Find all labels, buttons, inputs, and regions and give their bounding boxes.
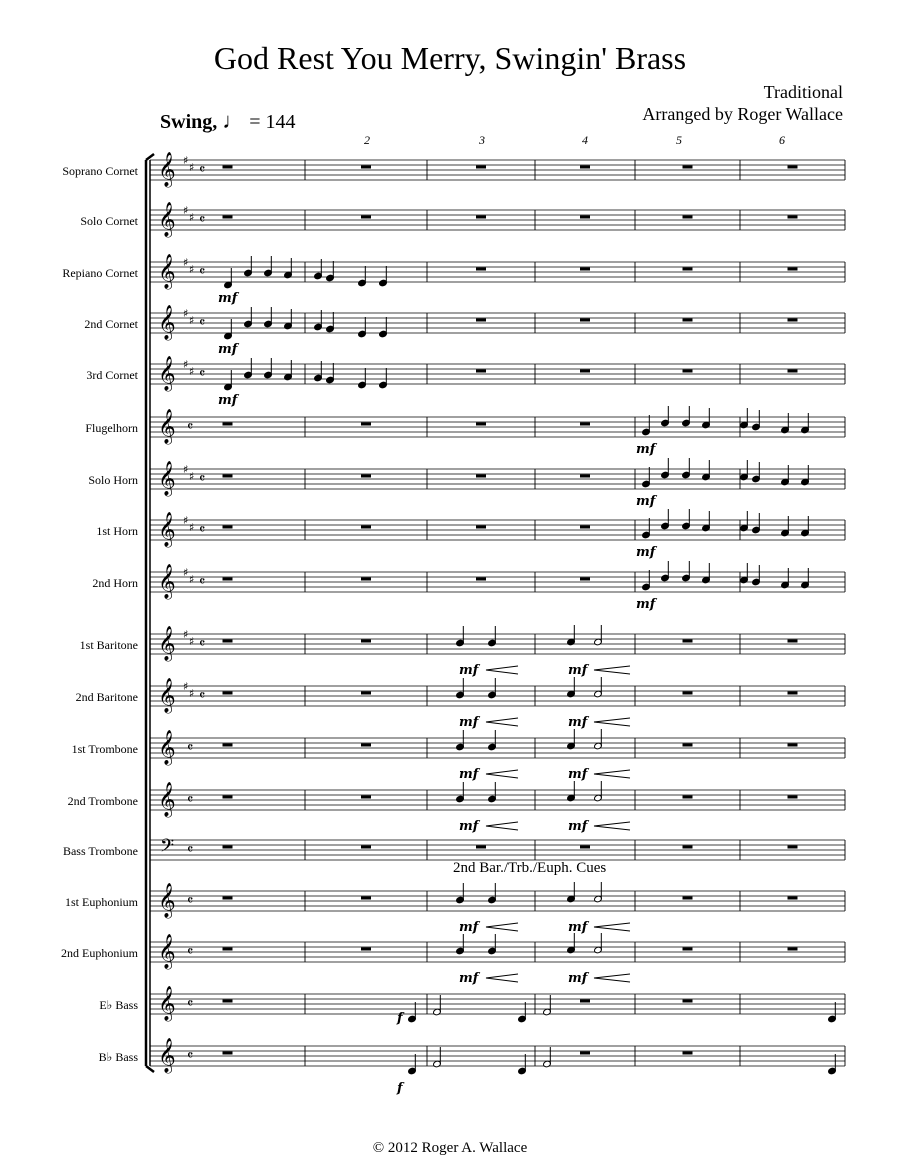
whole-rest — [223, 846, 233, 849]
common-time-icon: 𝄴 — [199, 636, 206, 652]
whole-rest — [223, 744, 233, 747]
treble-clef-icon: 𝄞 — [158, 461, 176, 496]
whole-rest — [683, 268, 693, 271]
dynamic-mf: mf — [218, 342, 238, 357]
sharp-icon: ♯ — [189, 161, 195, 174]
whole-rest — [223, 948, 233, 951]
whole-rest — [476, 475, 486, 478]
whole-rest — [788, 692, 798, 695]
treble-clef-icon: 𝄞 — [158, 934, 176, 969]
whole-rest — [223, 1052, 233, 1055]
sharp-icon: ♯ — [183, 628, 189, 641]
whole-rest — [580, 578, 590, 581]
treble-clef-icon: 𝄞 — [158, 1038, 176, 1073]
common-time-icon: 𝄴 — [199, 212, 206, 228]
whole-rest — [476, 370, 486, 373]
arranger: Arranged by Roger Wallace — [642, 104, 843, 124]
sharp-icon: ♯ — [183, 514, 189, 527]
whole-rest — [361, 948, 371, 951]
treble-clef-icon: 𝄞 — [158, 564, 176, 599]
copyright: © 2012 Roger A. Wallace — [372, 1140, 528, 1156]
whole-rest — [223, 475, 233, 478]
dynamic-mf: mf — [636, 442, 656, 457]
dynamic-mf: mf — [568, 767, 588, 782]
common-time-icon: 𝄴 — [199, 162, 206, 178]
instrument-label: 2nd Trombone — [67, 794, 138, 808]
whole-rest — [788, 166, 798, 169]
whole-rest — [223, 1000, 233, 1003]
dynamic-mf: mf — [459, 920, 479, 935]
whole-rest — [223, 423, 233, 426]
sharp-icon: ♯ — [183, 566, 189, 579]
staff — [150, 994, 845, 1014]
crescendo-hairpin — [594, 822, 630, 830]
dynamic-mf: mf — [459, 663, 479, 678]
staff — [150, 686, 845, 706]
crescendo-hairpin — [594, 666, 630, 674]
dynamic-mf: mf — [568, 971, 588, 986]
instrument-label: Solo Cornet — [80, 214, 138, 228]
whole-rest — [361, 216, 371, 219]
quarter-note-icon: ♩ — [222, 108, 245, 133]
whole-rest — [788, 897, 798, 900]
whole-rest — [223, 640, 233, 643]
whole-rest — [361, 692, 371, 695]
whole-rest — [476, 319, 486, 322]
treble-clef-icon: 𝄞 — [158, 409, 176, 444]
instrument-label: 2nd Horn — [92, 576, 138, 590]
dynamic-mf: mf — [568, 920, 588, 935]
whole-rest — [361, 166, 371, 169]
composer: Traditional — [763, 82, 843, 102]
crescendo-hairpin — [594, 770, 630, 778]
common-time-icon: 𝄴 — [199, 264, 206, 280]
common-time-icon: 𝄴 — [199, 522, 206, 538]
sharp-icon: ♯ — [183, 256, 189, 269]
dynamic-f: f — [397, 1081, 403, 1096]
common-time-icon: 𝄴 — [199, 315, 206, 331]
staff — [150, 262, 845, 282]
dynamic-mf: mf — [218, 393, 238, 408]
measure-number-4: 4 — [582, 133, 588, 147]
crescendo-hairpin — [594, 923, 630, 931]
staff — [150, 634, 845, 654]
whole-rest — [683, 744, 693, 747]
score-title: God Rest You Merry, Swingin' Brass — [213, 40, 687, 76]
treble-clef-icon: 𝄞 — [158, 678, 176, 713]
whole-rest — [361, 640, 371, 643]
measure-number-2: 2 — [364, 133, 370, 147]
whole-rest — [788, 948, 798, 951]
whole-rest — [361, 846, 371, 849]
crescendo-hairpin — [486, 923, 518, 931]
instrument-label: Bass Trombone — [62, 844, 138, 858]
instrument-label: Soprano Cornet — [62, 164, 138, 178]
whole-rest — [476, 578, 486, 581]
sharp-icon: ♯ — [189, 521, 195, 534]
common-time-icon: 𝄴 — [187, 996, 194, 1012]
whole-rest — [361, 526, 371, 529]
staff — [150, 891, 845, 911]
dynamic-mf: mf — [636, 494, 656, 509]
whole-rest — [580, 1000, 590, 1003]
whole-rest — [683, 166, 693, 169]
crescendo-hairpin — [486, 666, 518, 674]
tempo-value: = 144 — [249, 111, 296, 133]
staff — [150, 210, 845, 230]
whole-rest — [580, 268, 590, 271]
instrument-label: E♭ Bass — [99, 998, 138, 1012]
common-time-icon: 𝄴 — [199, 366, 206, 382]
whole-rest — [683, 370, 693, 373]
whole-rest — [580, 319, 590, 322]
common-time-icon: 𝄴 — [187, 419, 194, 435]
whole-rest — [361, 578, 371, 581]
treble-clef-icon: 𝄞 — [158, 986, 176, 1021]
sharp-icon: ♯ — [183, 307, 189, 320]
dynamic-mf: mf — [218, 291, 238, 306]
instrument-label: 2nd Euphonium — [61, 946, 138, 960]
dynamic-f: f — [397, 1011, 403, 1026]
whole-rest — [223, 578, 233, 581]
whole-rest — [476, 166, 486, 169]
whole-rest — [788, 640, 798, 643]
whole-rest — [788, 319, 798, 322]
treble-clef-icon: 𝄞 — [158, 356, 176, 391]
whole-rest — [788, 846, 798, 849]
staff — [150, 942, 845, 962]
sharp-icon: ♯ — [189, 635, 195, 648]
dynamic-mf: mf — [459, 767, 479, 782]
whole-rest — [361, 744, 371, 747]
measure-number-5: 5 — [676, 133, 682, 147]
treble-clef-icon: 𝄞 — [158, 254, 176, 289]
whole-rest — [788, 796, 798, 799]
whole-rest — [580, 370, 590, 373]
staff — [150, 160, 845, 180]
instrument-label: Flugelhorn — [85, 421, 138, 435]
staff — [150, 313, 845, 333]
crescendo-hairpin — [594, 718, 630, 726]
instrument-label: 3rd Cornet — [86, 368, 138, 382]
tempo-word: Swing, — [160, 111, 218, 133]
common-time-icon: 𝄴 — [187, 944, 194, 960]
crescendo-hairpin — [486, 718, 518, 726]
measure-number-3: 3 — [479, 133, 485, 147]
whole-rest — [683, 1000, 693, 1003]
sharp-icon: ♯ — [183, 680, 189, 693]
whole-rest — [361, 423, 371, 426]
whole-rest — [223, 166, 233, 169]
instrument-label: 1st Baritone — [79, 638, 138, 652]
whole-rest — [476, 268, 486, 271]
sharp-icon: ♯ — [189, 470, 195, 483]
whole-rest — [476, 423, 486, 426]
staff — [150, 840, 845, 860]
whole-rest — [361, 796, 371, 799]
instrument-label: Solo Horn — [88, 473, 138, 487]
whole-rest — [683, 692, 693, 695]
crescendo-hairpin — [486, 822, 518, 830]
sharp-icon: ♯ — [189, 573, 195, 586]
crescendo-hairpin — [486, 974, 518, 982]
crescendo-hairpin — [594, 974, 630, 982]
instrument-label: 2nd Cornet — [84, 317, 138, 331]
whole-rest — [223, 526, 233, 529]
whole-rest — [683, 640, 693, 643]
whole-rest — [788, 216, 798, 219]
whole-rest — [223, 692, 233, 695]
sharp-icon: ♯ — [189, 687, 195, 700]
crescendo-hairpin — [486, 770, 518, 778]
common-time-icon: 𝄴 — [187, 1048, 194, 1064]
whole-rest — [476, 846, 486, 849]
common-time-icon: 𝄴 — [199, 574, 206, 590]
sharp-icon: ♯ — [189, 211, 195, 224]
common-time-icon: 𝄴 — [187, 842, 194, 858]
dynamic-mf: mf — [459, 971, 479, 986]
treble-clef-icon: 𝄞 — [158, 305, 176, 340]
dynamic-mf: mf — [568, 819, 588, 834]
treble-clef-icon: 𝄞 — [158, 202, 176, 237]
treble-clef-icon: 𝄞 — [158, 512, 176, 547]
whole-rest — [683, 1052, 693, 1055]
instrument-label: 1st Horn — [96, 524, 138, 538]
treble-clef-icon: 𝄞 — [158, 782, 176, 817]
common-time-icon: 𝄴 — [187, 893, 194, 909]
bass-clef-icon: 𝄢 — [160, 836, 175, 861]
whole-rest — [223, 796, 233, 799]
common-time-icon: 𝄴 — [187, 740, 194, 756]
whole-rest — [683, 216, 693, 219]
dynamic-mf: mf — [636, 545, 656, 560]
instrument-label: 2nd Baritone — [75, 690, 138, 704]
whole-rest — [580, 526, 590, 529]
whole-rest — [580, 423, 590, 426]
cue-text: 2nd Bar./Trb./Euph. Cues — [453, 860, 607, 876]
common-time-icon: 𝄴 — [199, 688, 206, 704]
whole-rest — [788, 370, 798, 373]
treble-clef-icon: 𝄞 — [158, 152, 176, 187]
whole-rest — [223, 216, 233, 219]
measure-number-6: 6 — [779, 133, 785, 147]
whole-rest — [223, 897, 233, 900]
dynamic-mf: mf — [636, 597, 656, 612]
common-time-icon: 𝄴 — [199, 471, 206, 487]
whole-rest — [788, 268, 798, 271]
sharp-icon: ♯ — [189, 314, 195, 327]
sharp-icon: ♯ — [183, 204, 189, 217]
whole-rest — [580, 166, 590, 169]
common-time-icon: 𝄴 — [187, 792, 194, 808]
dynamic-mf: mf — [459, 715, 479, 730]
whole-rest — [476, 216, 486, 219]
whole-rest — [580, 1052, 590, 1055]
sharp-icon: ♯ — [189, 263, 195, 276]
whole-rest — [683, 846, 693, 849]
instrument-label: 1st Trombone — [71, 742, 138, 756]
whole-rest — [361, 897, 371, 900]
instrument-label: B♭ Bass — [98, 1050, 138, 1064]
whole-rest — [476, 526, 486, 529]
dynamic-mf: mf — [568, 663, 588, 678]
dynamic-mf: mf — [568, 715, 588, 730]
staff — [150, 364, 845, 384]
instrument-label: Repiano Cornet — [62, 266, 138, 280]
staff — [150, 790, 845, 810]
whole-rest — [788, 744, 798, 747]
staff — [150, 1046, 845, 1066]
instrument-label: 1st Euphonium — [64, 895, 138, 909]
sharp-icon: ♯ — [183, 463, 189, 476]
staff — [150, 738, 845, 758]
sharp-icon: ♯ — [189, 365, 195, 378]
whole-rest — [683, 319, 693, 322]
whole-rest — [683, 897, 693, 900]
dynamic-mf: mf — [459, 819, 479, 834]
treble-clef-icon: 𝄞 — [158, 730, 176, 765]
treble-clef-icon: 𝄞 — [158, 883, 176, 918]
whole-rest — [580, 846, 590, 849]
whole-rest — [580, 475, 590, 478]
sharp-icon: ♯ — [183, 154, 189, 167]
sharp-icon: ♯ — [183, 358, 189, 371]
whole-rest — [683, 948, 693, 951]
treble-clef-icon: 𝄞 — [158, 626, 176, 661]
whole-rest — [580, 216, 590, 219]
whole-rest — [361, 475, 371, 478]
whole-rest — [683, 796, 693, 799]
